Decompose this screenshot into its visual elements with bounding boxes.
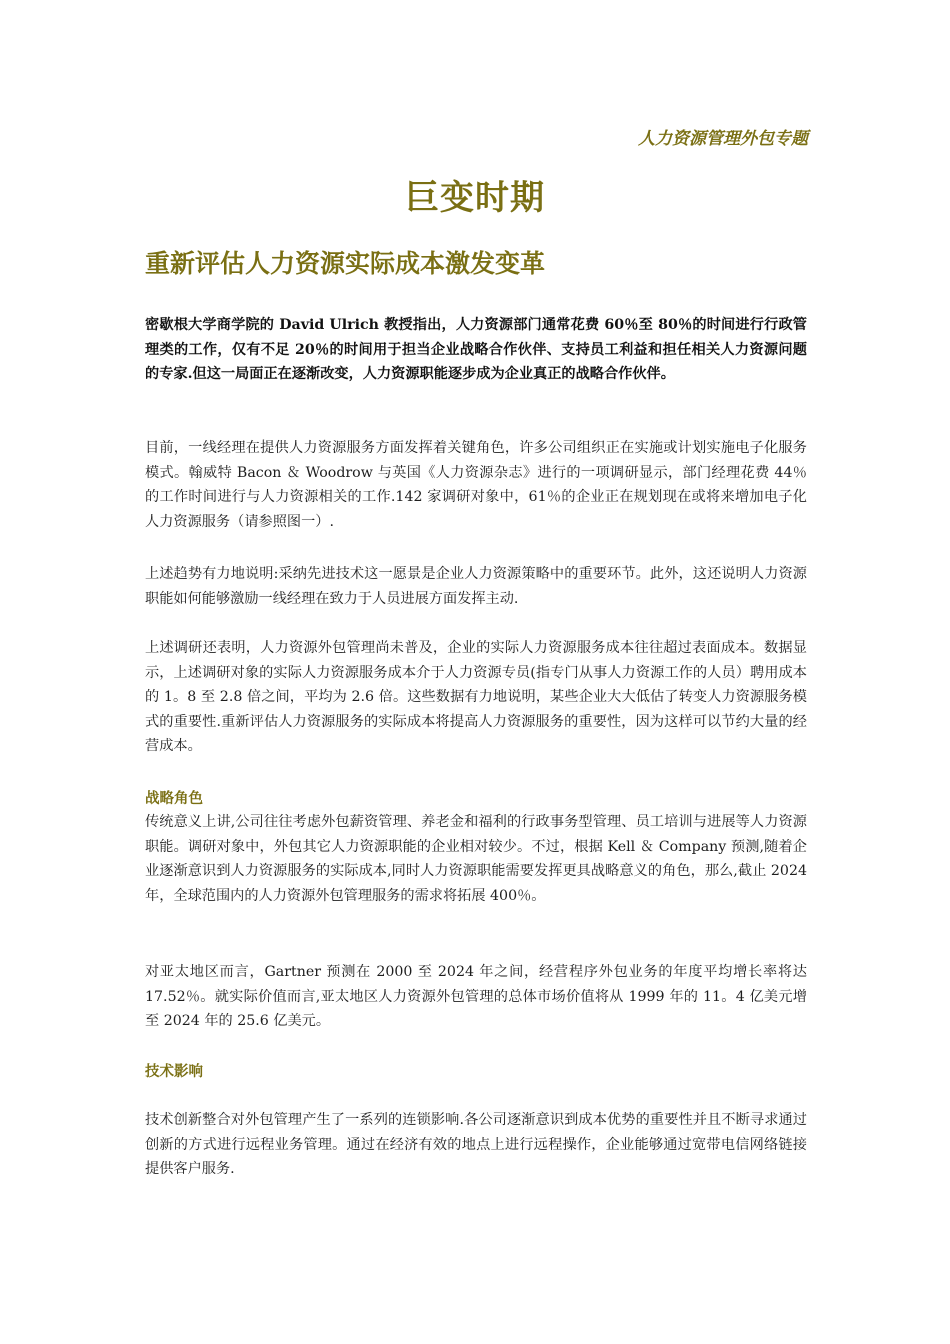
page-title: 巨变时期 [405, 178, 545, 218]
section-heading-strategic-role: 战略角色 [145, 791, 203, 807]
body-paragraph-6: 技术创新整合对外包管理产生了一系列的连锁影响.各公司逐渐意识到成本优势的重要性并且不断寻求通过创新的方式进行远程业务管理。通过在经济有效的地点上进行远程操作，企业能够通过宽带电信网络链接提供客户服务. [145, 1112, 807, 1177]
body-paragraph-4: 传统意义上讲,公司往往考虑外包薪资管理、养老金和福利的行政事务型管理、员工培训与进展等人力资源职能。调研对象中，外包其它人力资源职能的企业相对较少。不过，根据 Kell ＆ Company 预测,随着企业逐渐意识到人力资源服务的实际成本,同时人力资源职能需要发挥更具战略意义的角色，那么,截止 2024 年，全球范围内的人力资源外包管理服务的需求将拓展 400％。 [145, 814, 807, 904]
series-topic-label: 人力资源管理外包专题 [638, 129, 808, 149]
page-subtitle: 重新评估人力资源实际成本激发变革 [145, 249, 546, 278]
body-paragraph-2: 上述趋势有力地说明:采纳先进技术这一愿景是企业人力资源策略中的重要环节。此外，这还说明人力资源职能如何能够激励一线经理在致力于人员进展方面发挥主动. [145, 566, 807, 607]
section-heading-tech-impact: 技术影响 [145, 1064, 203, 1080]
body-paragraph-1: 目前，一线经理在提供人力资源服务方面发挥着关键角色，许多公司组织正在实施或计划实施电子化服务模式。翰威特 Bacon ＆ Woodrow 与英国《人力资源杂志》进行的一项调研显示，部门经理花费 44％的工作时间进行与人力资源相关的工作.142 家调研对象中，61％的企业正在规划现在或将来增加电子化人力资源服务（请参照图一）. [145, 440, 807, 530]
body-paragraph-5: 对亚太地区而言，Gartner 预测在 2000 至 2024 年之间，经营程序外包业务的年度平均增长率将达 17.52％。就实际价值而言,亚太地区人力资源外包管理的总体市场价值将从 1999 年的 11。4 亿美元增至 2024 年的 25.6 亿美元。 [145, 964, 807, 1029]
body-paragraph-3: 上述调研还表明，人力资源外包管理尚未普及，企业的实际人力资源服务成本往往超过表面成本。数据显示，上述调研对象的实际人力资源服务成本介于人力资源专员(指专门从事人力资源工作的人员）聘用成本的 1。8 至 2.8 倍之间，平均为 2.6 倍。这些数据有力地说明，某些企业大大低估了转变人力资源服务模式的重要性.重新评估人力资源服务的实际成本将提高人力资源服务的重要性，因为这样可以节约大量的经营成本。 [145, 640, 807, 754]
lead-paragraph: 密歇根大学商学院的 David Ulrich 教授指出，人力资源部门通常花费 60％至 80％的时间进行行政管理类的工作，仅有不足 20％的时间用于担当企业战略合作伙伴、支持员工利益和担任相关人力资源问题的专家.但这一局面正在逐渐改变，人力资源职能逐步成为企业真正的战略合作伙伴。 [145, 317, 807, 382]
